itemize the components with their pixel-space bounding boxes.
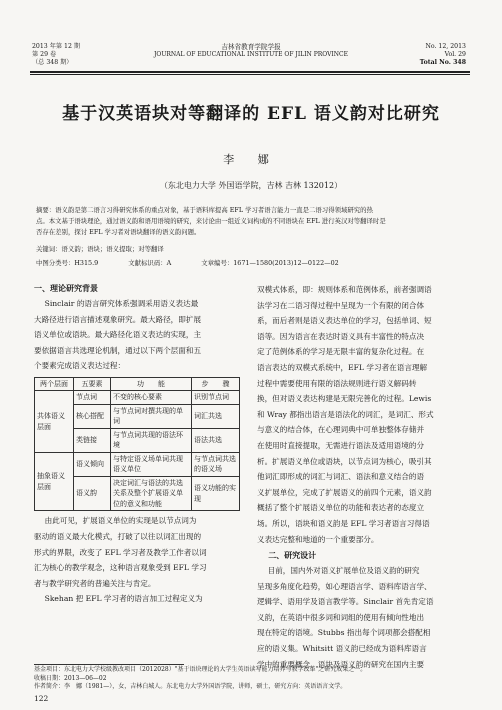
text-line: 逻辑学、语用学及语言教学等。Sinclair 首先肯定语	[257, 597, 434, 607]
abstract-line: 点。本文基于语块理论，通过语义韵和语用语境的研究，来讨论由一组近义词构成的不同语块在 EFL 进行英汉对等翻译时是	[36, 217, 386, 225]
table-header-cell: 两个层面	[35, 377, 74, 391]
text-line: 大路径进行语言描述观象研究。最大路径，即扩展	[34, 314, 202, 324]
table-header-row	[35, 377, 240, 391]
paragraph	[257, 282, 469, 547]
text-line: 他词汇即形成的词汇与词汇、语法和意义结合的语	[257, 472, 425, 482]
table-row	[35, 391, 240, 405]
text-line: 在使用时直接提取，无需进行语法及适用语境的分	[257, 440, 425, 450]
received-note: 收稿日期：2013—06—02	[34, 674, 107, 682]
text-line: 和 Wray 都指出语言是语法化的词汇，是词汇、形式	[257, 409, 434, 419]
text-line: 语言表达的双模式系统中，EFL 学习者在语言理解	[257, 362, 428, 372]
classification	[36, 258, 466, 267]
article-number: 文章编号：1671—1580(2013)12—0122—02	[201, 259, 339, 267]
table-cell: 与特定语义场单词共现语义单位	[111, 452, 192, 476]
keywords: 关键词：语义韵；语块；语义提取；对等翻译	[36, 245, 164, 253]
paragraph	[257, 563, 469, 672]
text-line: 义表达完整和地道的一个重要部分。	[257, 534, 379, 544]
text-line: 语义单位或语块。最大路径化语义表达的实现，主	[34, 330, 202, 340]
text-line: 学中的重要概念。语块及语义韵的研究在国内主要	[257, 659, 425, 669]
table-cell: 与节点词共选的语义场	[192, 452, 240, 476]
text-line: 与意义的结合体，在心理词典中可单独整体存储并	[257, 425, 425, 435]
page-number: 122	[34, 694, 49, 703]
table-cell: 核心搭配	[74, 404, 111, 428]
text-line: Skehan 把 EFL 学习者的语言加工过程定义为	[44, 594, 203, 604]
volume-line: 第 29 卷	[32, 51, 57, 58]
author-affiliation: （东北电力大学 外国语学院，吉林 吉林 132012）	[159, 181, 343, 190]
table-header-cell: 功 能	[111, 377, 192, 391]
author-bio: 作者简介：李 娜（1981—），女，吉林白城人。东北电力大学外国语学院，讲师，硕士，研究方向：英语语言文学。	[34, 683, 347, 691]
text-line: 者与教学研究者的普遍关注与肯定。	[34, 578, 156, 588]
paper-title: 基于汉英语块对等翻译的 EFL 语义韵对比研究	[62, 104, 440, 124]
table-cell: 抽象语义层面	[35, 452, 74, 511]
table-cell: 决定词汇与语法的共选关系及整个扩展语义单位的意义和功能	[111, 476, 192, 511]
text-line: 过程中需要使用有限的语法规则进行语义解码转	[257, 378, 417, 388]
text-line: 语等。因为语言在表达时语义具有丰富性的特点决	[257, 331, 425, 341]
text-line: 系，而后者则是语义表达单位的学习，包括单词、短	[257, 316, 432, 326]
doc-code: 文献标识码：A	[128, 259, 172, 267]
text-line: 驱动的语义最大化模式，打破了以往以词汇出现的	[34, 532, 202, 542]
right-column	[257, 282, 469, 672]
abstract	[36, 205, 466, 238]
table-header-cell: 步 骤	[192, 377, 240, 391]
fund-note: 基金项目：东北电力大学校级教改项目（2012028）"基于语块理论的大学生英语读写能力培养与教学改革"之研究成果之一。	[34, 666, 367, 673]
left-column	[34, 280, 240, 607]
text-line: 析。扩展语义单位或语块，以节点词为核心，吸引其	[257, 456, 432, 466]
journal-name-en: JOURNAL OF EDUCATIONAL INSTITUTE OF JILIN PROVINCE	[154, 51, 348, 58]
text-line: 应的语义集。Whitsitt 语义韵已经成为语料库语言	[257, 644, 427, 654]
table-cell: 语法共选	[192, 428, 240, 452]
journal-name-cn: 吉林省教育学院学报	[221, 43, 281, 51]
header-rule-thick	[30, 71, 470, 73]
table-header-cell: 五要素	[74, 377, 111, 391]
text-line: 定了范例体系的学习是无限丰富的复杂化过程。在	[257, 347, 425, 357]
table-cell: 语义韵	[74, 476, 111, 511]
table-cell: 语义倾向	[74, 452, 111, 476]
issue-line-en: No. 12, 2013	[425, 43, 466, 50]
text-line: 法学习在二语习得过程中呈现为一个有限的闭合体	[257, 300, 425, 310]
table-cell: 与节点词共现的语法环境	[111, 428, 192, 452]
text-line: 呈现多角度化趋势，如心理语言学、语料库语言学、	[257, 581, 432, 591]
abstract-line: 摘要：语义韵是第二语言习得研究体系的重点对象，基于语料库提高 EFL 学习者语言能力一直是二语习得领域研究的热	[36, 206, 373, 214]
text-line: 双模式体系，即：规则体系和范例体系，前者强调语	[257, 285, 432, 294]
footnote	[34, 666, 474, 692]
table-cell: 语义功能的实现	[192, 476, 240, 511]
table-cell: 节点词	[74, 391, 111, 405]
table-cell: 不变的核心要素	[111, 391, 192, 405]
section-heading: 一、理论研究背景	[34, 283, 98, 293]
text-line: 换，但对语义表达构建是无限完善化的过程。Lewis	[257, 394, 432, 404]
table-cell: 词汇共选	[192, 404, 240, 428]
text-line: 义扩展单位，完成了扩展语义的前四个元素，语义韵	[257, 487, 432, 497]
paragraph	[34, 296, 240, 374]
class-code: 中图分类号：H315.9	[36, 259, 99, 267]
abstract-line: 否存在差别，探讨 EFL 学习者对语块翻译的语义韵问题。	[36, 228, 201, 236]
table-cell: 识别节点词	[192, 391, 240, 405]
text-line: 概括了整个扩展语义单位的功能和表达者的态度立	[257, 503, 425, 513]
author-name: 李 娜	[223, 153, 279, 166]
text-line: 汇为核心的教学观念，这种语言观象受到 EFL 学习	[34, 563, 207, 573]
text-line: 要依据语言共选理论机制，通过以下两个层面和五	[34, 345, 202, 355]
volume-line-en: Vol. 29	[444, 51, 466, 58]
table-cell: 类链接	[74, 428, 111, 452]
paragraph	[34, 513, 240, 607]
issue-line: 2013 年第 12 期	[32, 43, 81, 50]
footnote-rule	[34, 664, 184, 665]
text-line: 场。所以，语块和语义韵是 EFL 学习者语言习得语	[257, 518, 430, 528]
section-heading: 二、研究设计	[268, 550, 317, 561]
issue-info-en	[420, 43, 466, 67]
elements-table	[34, 377, 240, 512]
text-line: 义韵，在英语中很多词和词组的使用有倾向性地出	[257, 612, 425, 622]
table-cell: 共体语义层面	[35, 391, 74, 453]
text-line: 由此可见，扩展语义单位的实现是以节点词为	[44, 516, 197, 526]
text-line: 形式的界限，改变了 EFL 学习者及教学工作者以词	[34, 547, 207, 557]
table-row	[35, 452, 240, 476]
text-line: 目前，国内外对语义扩展单位及语义韵的研究	[267, 566, 420, 576]
total-line: （总 348 期）	[32, 59, 73, 66]
table-cell: 与节点词对撰共现的单词	[111, 404, 192, 428]
text-line: 现在特定的语境。Stubbs 指出每个词项都会搭配相	[257, 628, 431, 638]
header-rule-thin	[30, 74, 470, 75]
total-line-en: Total No. 348	[419, 59, 466, 66]
text-line: 个要素完成语义表达过程：	[34, 361, 126, 371]
text-line: Sinclair 的语言研究体系强调采用语义表达最	[44, 299, 199, 308]
